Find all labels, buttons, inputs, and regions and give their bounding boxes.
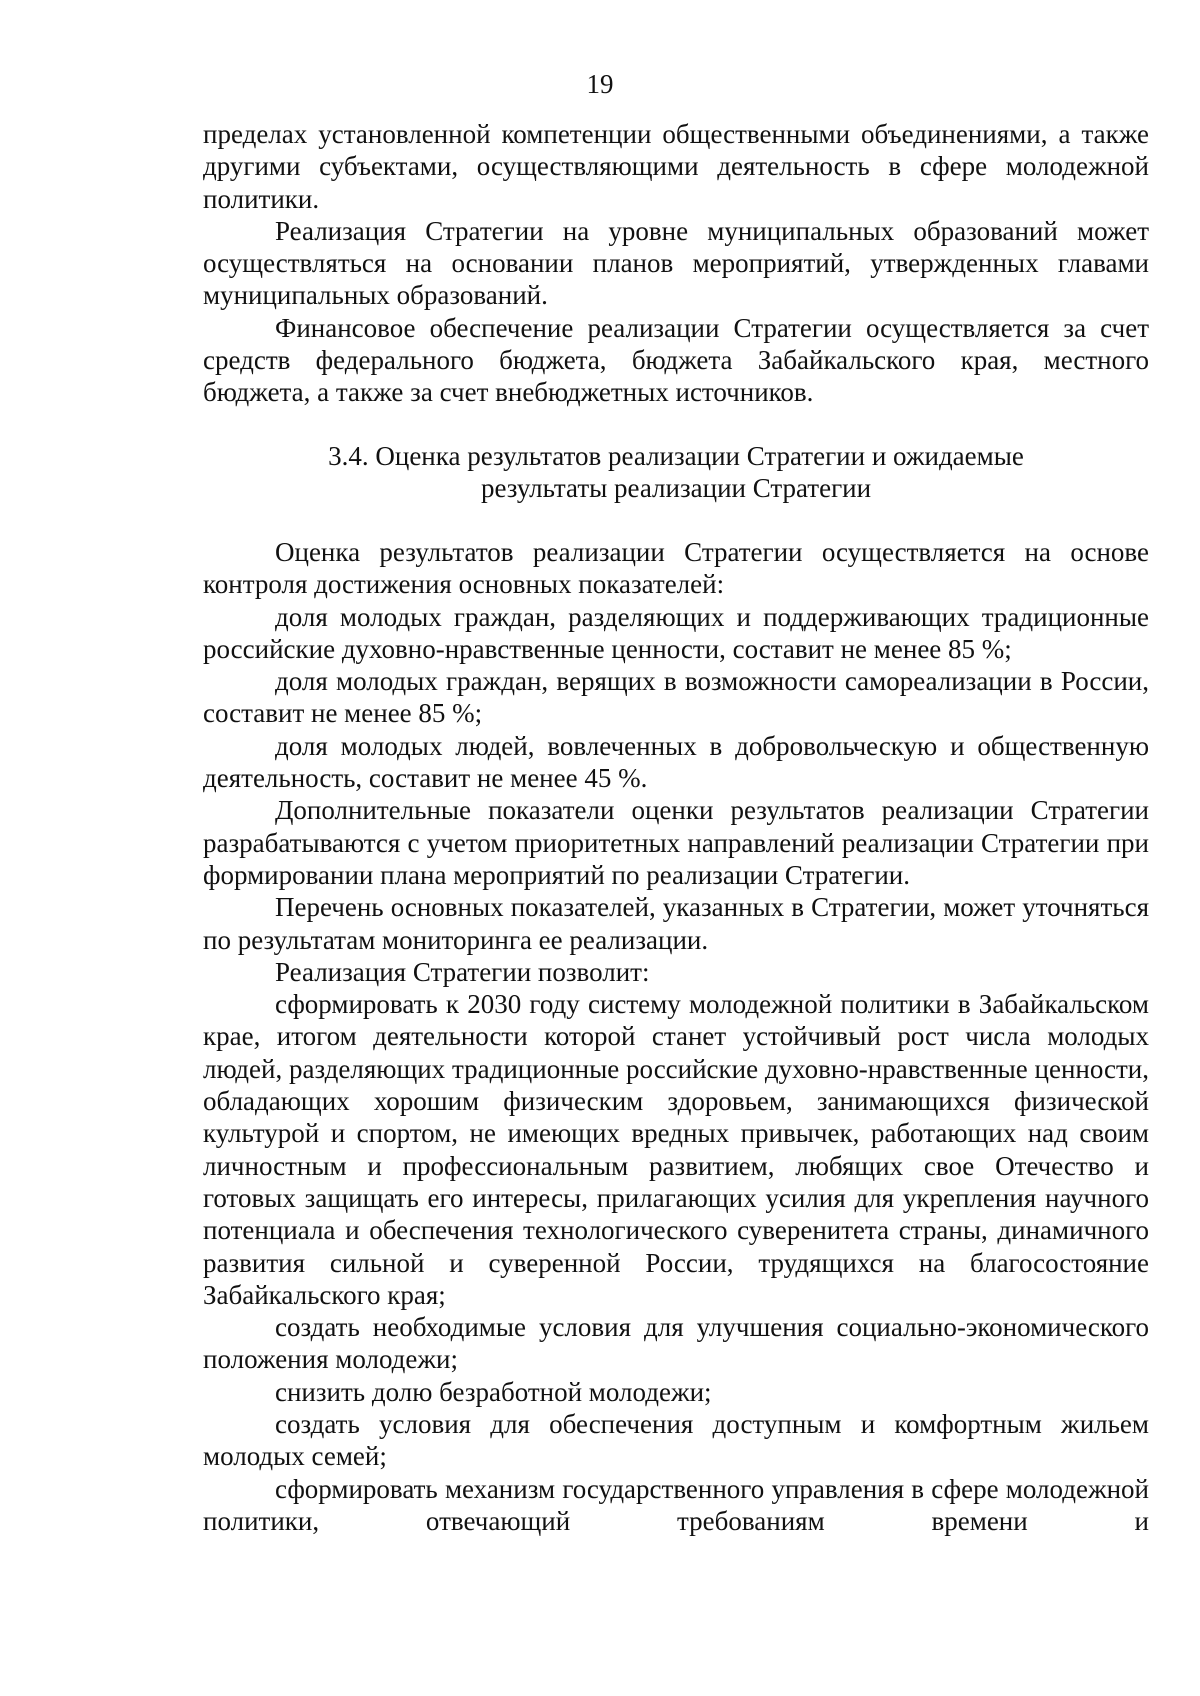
body-text-block — [203, 536, 1149, 1537]
paragraph-evaluation-intro: Оценка результатов реализации Стратегии осуществляется на основе контроля достижения основных показателей: — [203, 537, 1149, 600]
paragraph-strategy-allows: Реализация Стратегии позволит: — [275, 956, 650, 987]
indicator-volunteering: доля молодых людей, вовлеченных в добровольческую и общественную деятельность, составит не менее 45 %. — [203, 730, 1149, 794]
outcome-housing-young-families: создать условия для обеспечения доступным и комфортным жильем молодых семей; — [203, 1409, 1149, 1472]
section-heading-line-1: 3.4. Оценка результатов реализации Стратегии и ожидаемые — [328, 441, 1024, 471]
paragraph-financing: Финансовое обеспечение реализации Стратегии осуществляется за счет средств федерального бюджета, бюджета Забайкальского края, местного бюджета, а также за счет внебюджетных источников. — [203, 312, 1149, 408]
page-number: 19 — [586, 69, 614, 99]
indicator-self-realization: доля молодых граждан, верящих в возможности самореализации в России, составит не менее 85 %; — [203, 666, 1149, 729]
paragraph-continuation: пределах установленной компетенции общественными объединениями, а также другими субъектами, осуществляющими деятельность в сфере молодежной политики. — [203, 119, 1149, 214]
top-text-block — [203, 118, 1149, 409]
paragraph-municipal-implementation: Реализация Стратегии на уровне муниципальных образований может осуществляться на основании планов мероприятий, утвержденных главами муниципальных образований. — [203, 215, 1149, 311]
outcome-reduce-unemployment: снизить долю безработной молодежи; — [275, 1376, 712, 1407]
section-heading-line-2: результаты реализации Стратегии — [480, 473, 872, 504]
section-heading — [203, 440, 1149, 505]
outcome-governance-mechanism: сформировать механизм государственного управления в сфере молодежной политики, отвечающий требованиям времени и — [203, 1473, 1149, 1536]
paragraph-additional-indicators: Дополнительные показатели оценки результатов реализации Стратегии разрабатываются с учетом приоритетных направлений реализации Стратегии при формировании плана мероприятий по реализации Стратегии. — [203, 795, 1149, 890]
outcome-socio-economic-conditions: создать необходимые условия для улучшения социально-экономического положения молодежи; — [203, 1312, 1149, 1375]
indicator-traditional-values: доля молодых граждан, разделяющих и поддерживающих традиционные российские духовно-нравственные ценности, составит не менее 85 %; — [203, 601, 1149, 664]
outcome-youth-policy-system: сформировать к 2030 году систему молодежной политики в Забайкальском крае, итогом деятельности которой станет устойчивый рост числа молодых людей, разделяющих традиционные российские духовно-нравственные ценности, обладающих хорошим физическим здоровьем, занимающихся физической культурой и спортом, не имеющих вредных привычек, работающих над своим личностным и профессиональным развитием, любящих свое Отечество и готовых защищать его интересы, прилагающих усилия для укрепления научного потенциала и обеспечения технологического суверенитета страны, динамичного развития сильной и суверенной России, трудящихся на благосостояние Забайкальского края; — [203, 989, 1149, 1310]
paragraph-indicator-list: Перечень основных показателей, указанных в Стратегии, может уточняться по результатам мониторинга ее реализации. — [203, 892, 1149, 955]
